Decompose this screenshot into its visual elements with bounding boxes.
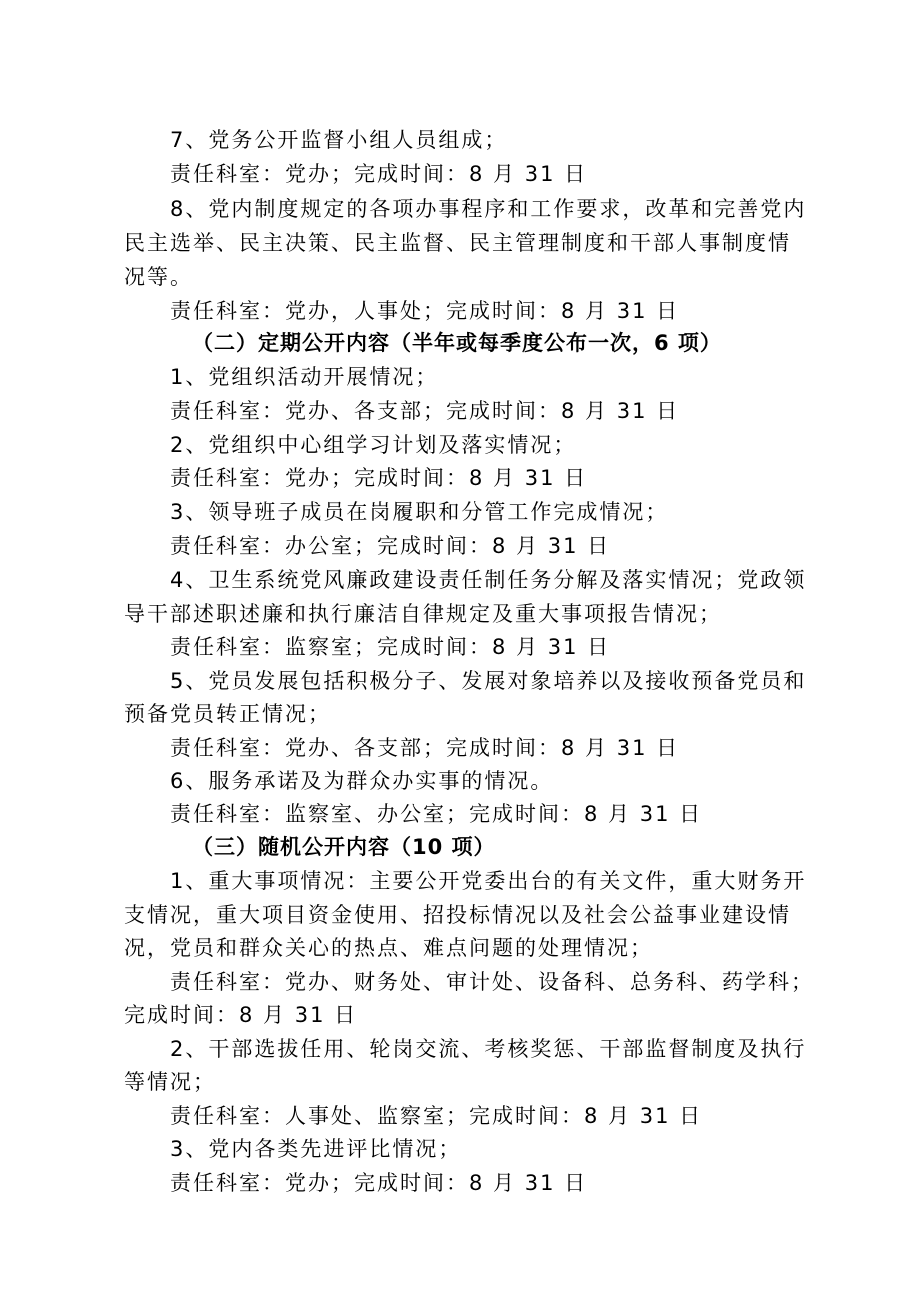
section2-item-5-responsibility: 责任科室：党办、各支部；完成时间：8 月 31 日 bbox=[170, 736, 680, 760]
section3-item-2: 2、干部选拔任用、轮岗交流、考核奖惩、干部监督制度及执行 bbox=[170, 1037, 807, 1061]
section3-item-2-responsibility: 责任科室：人事处、监察室；完成时间：8 月 31 日 bbox=[170, 1104, 703, 1128]
section3-item-1-continued-2: 况，党员和群众关心的热点、难点问题的处理情况； bbox=[124, 936, 653, 960]
section3-item-1-completion: 完成时间：8 月 31 日 bbox=[124, 1003, 358, 1027]
item-7: 7、党务公开监督小组人员组成； bbox=[170, 128, 508, 152]
section-heading-3: （三）随机公开内容（10 项） bbox=[192, 835, 496, 859]
section2-item-1: 1、党组织活动开展情况； bbox=[170, 365, 439, 389]
section2-item-2-responsibility: 责任科室：党办；完成时间：8 月 31 日 bbox=[170, 466, 588, 490]
section3-item-3-responsibility: 责任科室：党办；完成时间：8 月 31 日 bbox=[170, 1171, 588, 1195]
item-8-continued-2: 况等。 bbox=[124, 265, 193, 289]
section2-item-6: 6、服务承诺及为群众办实事的情况。 bbox=[170, 769, 554, 793]
section2-item-4-continued: 导干部述职述廉和执行廉洁自律规定及重大事项报告情况； bbox=[124, 602, 722, 626]
section2-item-2: 2、党组织中心组学习计划及落实情况； bbox=[170, 433, 577, 457]
item-8-continued: 民主选举、民主决策、民主监督、民主管理制度和干部人事制度情 bbox=[124, 231, 791, 255]
section2-item-1-responsibility: 责任科室：党办、各支部；完成时间：8 月 31 日 bbox=[170, 399, 680, 423]
section2-item-4-responsibility: 责任科室：监察室；完成时间：8 月 31 日 bbox=[170, 635, 611, 659]
section3-item-1-responsibility: 责任科室：党办、财务处、审计处、设备科、总务科、药学科； bbox=[170, 970, 814, 994]
item-7-responsibility: 责任科室：党办；完成时间：8 月 31 日 bbox=[170, 162, 588, 186]
section3-item-3: 3、党内各类先进评比情况； bbox=[170, 1137, 462, 1161]
section2-item-4: 4、卫生系统党风廉政建设责任制任务分解及落实情况；党政领 bbox=[170, 568, 807, 592]
section2-item-3: 3、领导班子成员在岗履职和分管工作完成情况； bbox=[170, 500, 669, 524]
item-8: 8、党内制度规定的各项办事程序和工作要求，改革和完善党内 bbox=[170, 197, 807, 221]
section3-item-1: 1、重大事项情况：主要公开党委出台的有关文件，重大财务开 bbox=[170, 869, 807, 893]
section2-item-5: 5、党员发展包括积极分子、发展对象培养以及接收预备党员和 bbox=[170, 669, 807, 693]
section-heading-2: （二）定期公开内容（半年或每季度公布一次，6 项） bbox=[192, 331, 722, 355]
section2-item-5-continued: 预备党员转正情况； bbox=[124, 702, 331, 726]
section3-item-2-continued: 等情况； bbox=[124, 1070, 216, 1094]
section2-item-6-responsibility: 责任科室：监察室、办公室；完成时间：8 月 31 日 bbox=[170, 802, 703, 826]
item-8-responsibility: 责任科室：党办，人事处；完成时间：8 月 31 日 bbox=[170, 299, 680, 323]
section3-item-1-continued: 支情况，重大项目资金使用、招投标情况以及社会公益事业建设情 bbox=[124, 903, 791, 927]
section2-item-3-responsibility: 责任科室：办公室；完成时间：8 月 31 日 bbox=[170, 534, 611, 558]
